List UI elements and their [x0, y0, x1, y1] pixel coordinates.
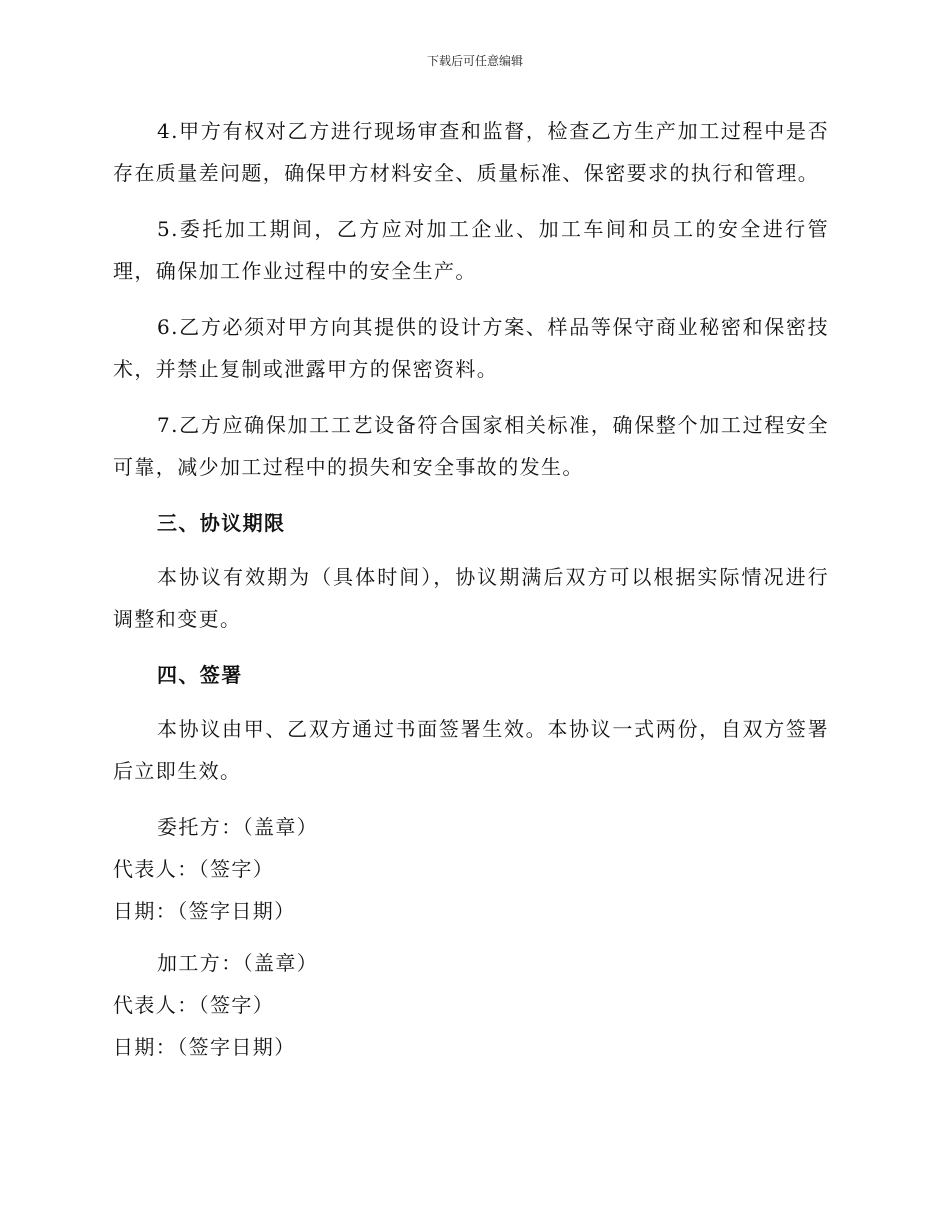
party-a-date: 日期：（签字日期）	[113, 899, 296, 923]
document-body	[113, 110, 829, 1078]
section-3-body: 本协议有效期为（具体时间），协议期满后双方可以根据实际情况进行调整和变更。	[113, 565, 829, 631]
section-4-body: 本协议由甲、乙双方通过书面签署生效。本协议一式两份，自双方签署后立即生效。	[113, 717, 829, 783]
section-3-title: 三、协议期限	[157, 511, 286, 535]
party-b-representative: 代表人：（签字）	[113, 993, 275, 1017]
clause-6: 6.乙方必须对甲方向其提供的设计方案、样品等保守商业秘密和保密技术，并禁止复制或泄露甲方的保密资料。	[113, 315, 829, 381]
clause-4: 4.甲方有权对乙方进行现场审查和监督，检查乙方生产加工过程中是否存在质量差问题，确保甲方材料安全、质量标准、保密要求的执行和管理。	[113, 119, 829, 185]
party-b-seal: 加工方：（盖章）	[157, 951, 319, 975]
page-header: 下载后可任意编辑	[426, 54, 523, 68]
signature-block-party-a	[113, 806, 829, 932]
party-a-seal: 委托方：（盖章）	[157, 815, 319, 839]
signature-block-party-b	[113, 942, 829, 1068]
clause-5: 5.委托加工期间，乙方应对加工企业、加工车间和员工的安全进行管理，确保加工作业过程中的安全生产。	[113, 217, 829, 283]
section-4-title: 四、签署	[157, 663, 243, 687]
clause-7: 7.乙方应确保加工工艺设备符合国家相关标准，确保整个加工过程安全可靠，减少加工过程中的损失和安全事故的发生。	[113, 413, 829, 479]
party-a-representative: 代表人：（签字）	[113, 857, 275, 881]
party-b-date: 日期：（签字日期）	[113, 1035, 296, 1059]
